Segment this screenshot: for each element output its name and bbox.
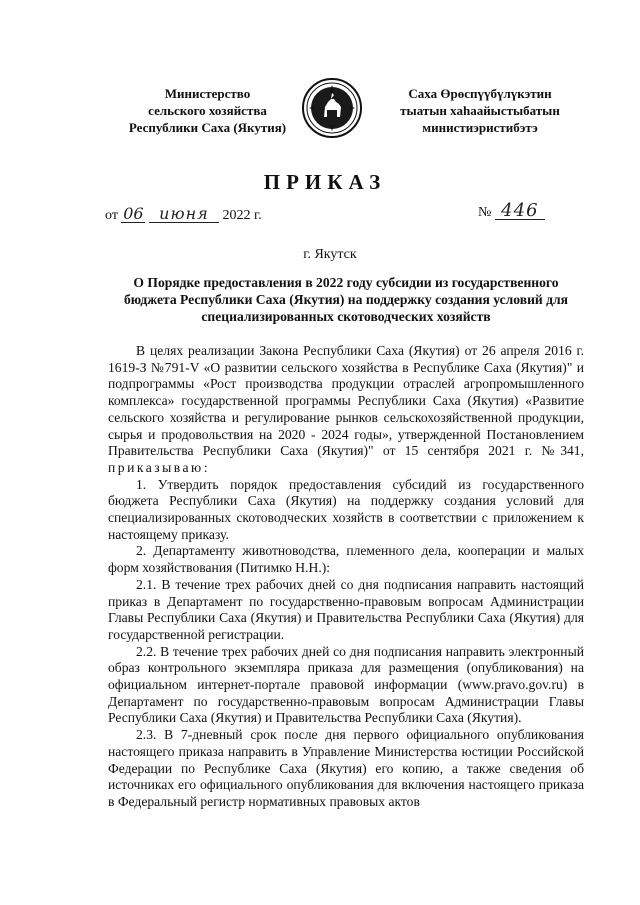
ministry-name-sakha bbox=[370, 85, 590, 136]
paragraph: 2. Департаменту животноводства, племенного дела, кооперации и малых форм хозяйствования (Питимко Н.Н.): bbox=[108, 543, 584, 576]
document-subject: О Порядке предоставления в 2022 году субсидии из государственного бюджета Республики Саха (Якутия) на поддержку создания условий для специализированных скотоводческих хозяйств bbox=[123, 275, 569, 324]
ministry-line: министиэристибэтэ bbox=[422, 120, 538, 135]
ministry-line: Министерство bbox=[164, 86, 251, 101]
ministry-name-russian bbox=[105, 85, 310, 136]
date-month: июня bbox=[149, 206, 219, 223]
ministry-line: сельского хозяйства bbox=[148, 103, 267, 118]
document-date bbox=[105, 206, 262, 224]
date-prefix: от bbox=[105, 208, 118, 223]
paragraph: 1. Утвердить порядок предоставления субсидий из государственного бюджета Республики Саха (Якутия) на поддержку создания условий для специализированных скотоводческих хозяйств в соответствии с приложением к настоящему приказу. bbox=[108, 476, 584, 542]
number-value: 446 bbox=[495, 203, 545, 220]
order-keyword: приказываю: bbox=[108, 459, 210, 475]
paragraph: 2.2. В течение трех рабочих дней со дня подписания направить электронный образ контрольного экземпляра приказа для размещения (опубликования) на официальном интернет-портале правовой информации (www.pravo.gov.ru) в Департамент по государственно-правовым вопросам Администрации Главы Республики Саха (Якутия) и Правительства Республики Саха (Якутия). bbox=[108, 643, 584, 726]
paragraph: 2.1. В течение трех рабочих дней со дня подписания направить настоящий приказ в Департамент по государственно-правовым вопросам Администрации Главы Республики Саха (Якутия) и Правительства Республики Саха (Якутия) для государственной регистрации. bbox=[108, 576, 584, 642]
paragraph bbox=[108, 343, 584, 477]
date-day: 06 bbox=[123, 204, 144, 223]
ministry-line: тыатын хаһаайыстыбатын bbox=[400, 103, 560, 118]
paragraph: 2.3. В 7-дневный срок после дня первого официального опубликования настоящего приказа направить в Управление Министерства юстиции Российской Федерации по Республике Саха (Якутия) его копию, а также сведения об источниках его официального опубликования для включения настоящего приказа в Федеральный регистр нормативных правовых актов bbox=[108, 727, 584, 809]
ministry-line: Республики Саха (Якутия) bbox=[128, 120, 287, 135]
paragraph-text: В целях реализации Закона Республики Саха (Якутия) от 26 апреля 2016 г. 1619-З №791-V «О развитии сельского хозяйства в Республике Саха (Якутия)" и подпрограммы «Рост производства продукции отраслей агропромышленного комплекса» государственной программы Республики Саха (Якутия) «Развитие сельского хозяйства и регулирование рынков сельскохозяйственной продукции, сырья и продовольствия на 2020 - 2024 годы», утвержденной Постановлением Правительства Республики Саха (Якутия)" от 15 сентября 2021 г. №341, bbox=[108, 343, 584, 459]
document-city: г. Якутск bbox=[303, 247, 357, 262]
ministry-line: Саха Өрөспүүбүлүкэтин bbox=[408, 86, 552, 101]
sakha-republic-emblem-icon bbox=[301, 77, 363, 139]
document-title: ПРИКАЗ bbox=[263, 170, 387, 194]
number-prefix: № bbox=[478, 205, 492, 220]
document-number bbox=[478, 200, 545, 221]
document-body bbox=[108, 343, 584, 811]
date-year: 2022 г. bbox=[222, 208, 262, 223]
